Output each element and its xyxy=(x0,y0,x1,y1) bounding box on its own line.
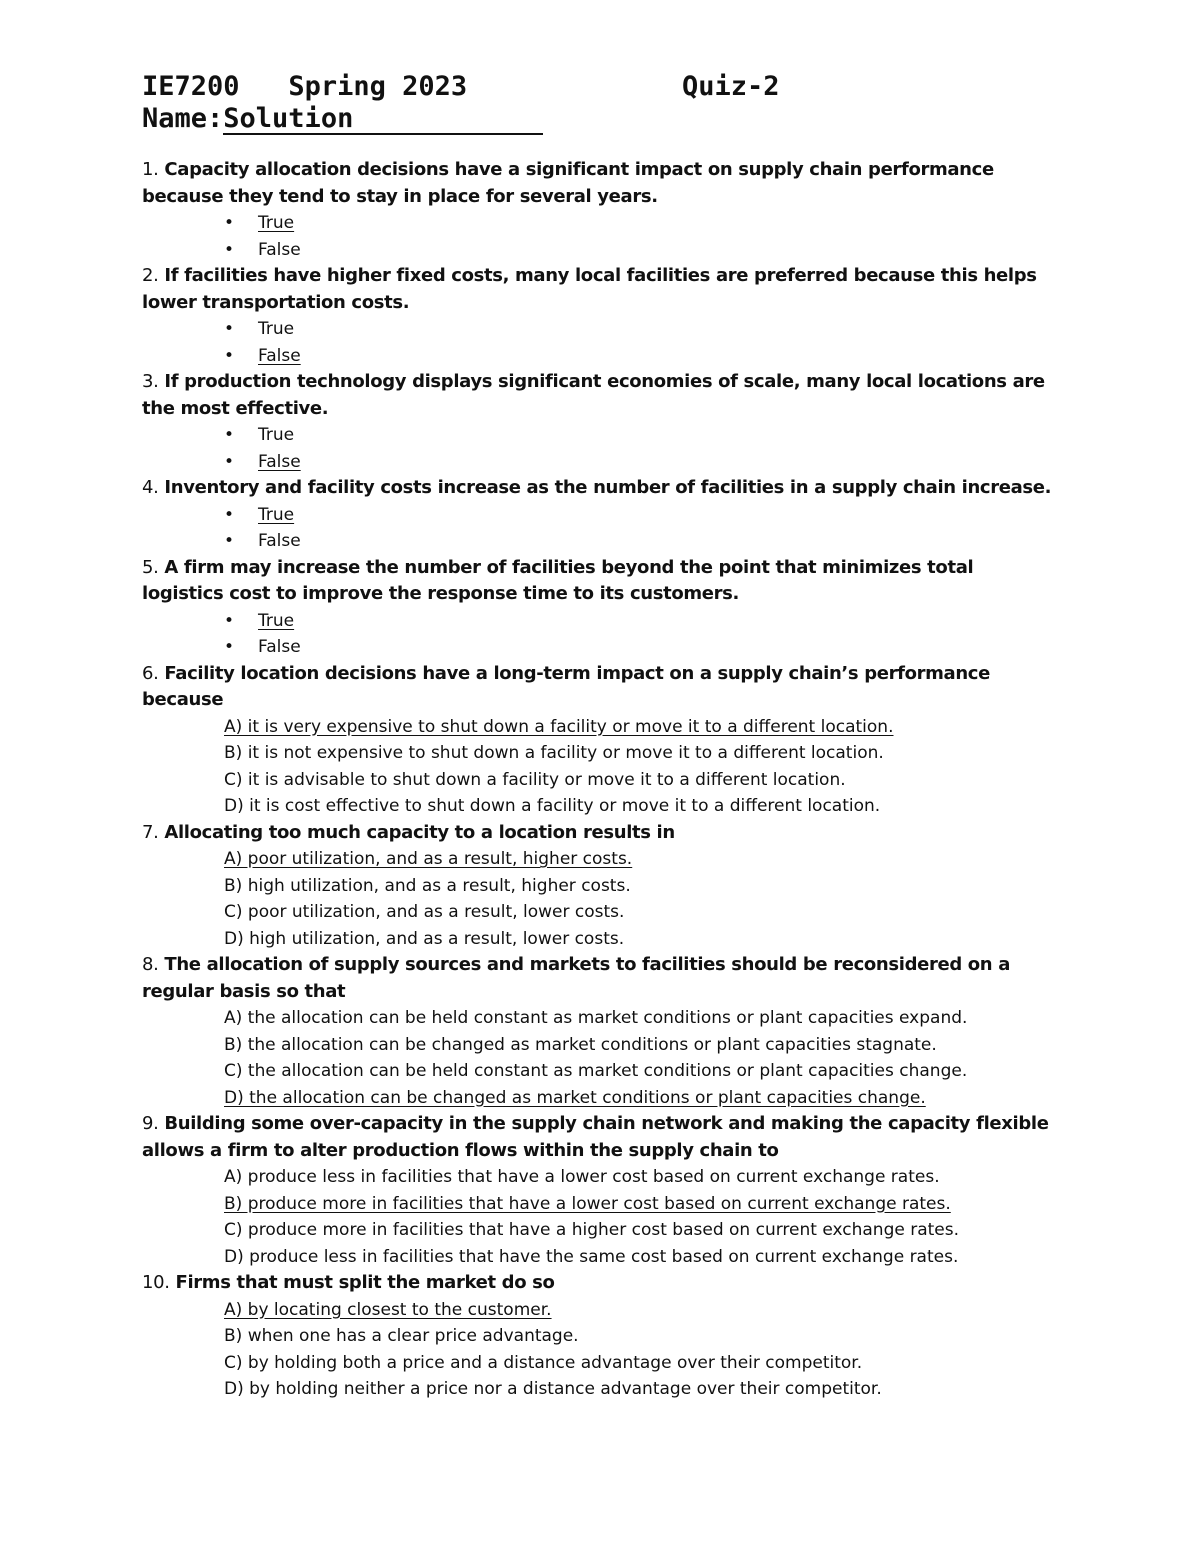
correct-answer: True xyxy=(258,610,295,631)
choice-option xyxy=(142,740,1057,767)
true-false-option xyxy=(142,210,1057,237)
quiz-title: Quiz-2 xyxy=(682,71,780,102)
correct-answer: A) poor utilization, and as a result, higher costs. xyxy=(224,849,633,869)
option-text: D) by holding neither a price nor a distance advantage over their competitor. xyxy=(224,1379,882,1399)
correct-answer: False xyxy=(258,345,301,366)
correct-answer: True xyxy=(258,504,295,525)
question-list xyxy=(142,157,1057,1403)
option-text: True xyxy=(258,319,295,339)
choice-option xyxy=(142,1297,1057,1324)
option-text: D) it is cost effective to shut down a facility or move it to a different location. xyxy=(224,796,881,816)
true-false-option xyxy=(142,422,1057,449)
question-number: 5. xyxy=(142,556,159,578)
question-text xyxy=(142,369,1057,422)
question-text xyxy=(142,263,1057,316)
bullet-icon: • xyxy=(224,451,235,472)
true-false-option xyxy=(142,502,1057,529)
choice-option xyxy=(142,1376,1057,1403)
true-false-option xyxy=(142,449,1057,476)
question-stem: Allocating too much capacity to a location results in xyxy=(164,821,675,843)
term: Spring 2023 xyxy=(288,71,468,102)
question-number: 2. xyxy=(142,265,159,286)
question-stem: A firm may increase the number of facilities beyond the point that minimizes total logistics cost to improve the response time to its customers. xyxy=(142,556,974,604)
true-false-option xyxy=(142,316,1057,343)
true-false-option xyxy=(142,634,1057,661)
question-stem: If production technology displays significant economies of scale, many local locations are the most effective. xyxy=(142,371,1045,419)
question-number: 6. xyxy=(142,662,159,684)
choice-option xyxy=(142,1058,1057,1085)
bullet-icon: • xyxy=(224,610,235,631)
option-text: C) it is advisable to shut down a facility or move it to a different location. xyxy=(224,769,846,790)
option-text: False xyxy=(258,531,301,551)
question-number: 10. xyxy=(142,1272,170,1293)
bullet-icon: • xyxy=(224,239,235,260)
choice-option xyxy=(142,793,1057,820)
name-line xyxy=(142,103,1200,135)
choice-option xyxy=(142,846,1057,873)
correct-answer: A) by locating closest to the customer. xyxy=(224,1299,552,1320)
option-text: A) produce less in facilities that have a lower cost based on current exchange rates. xyxy=(224,1167,940,1187)
correct-answer: False xyxy=(258,451,301,472)
option-text: C) produce more in facilities that have a higher cost based on current exchange rates. xyxy=(224,1220,960,1240)
option-text: D) high utilization, and as a result, lower costs. xyxy=(224,928,625,949)
question-text xyxy=(142,820,1057,847)
header-line xyxy=(142,71,1200,103)
choice-option xyxy=(142,926,1057,953)
choice-option xyxy=(142,1085,1057,1112)
question-stem: Firms that must split the market do so xyxy=(175,1272,555,1293)
question-number: 3. xyxy=(142,371,159,392)
bullet-icon: • xyxy=(224,531,235,551)
question-stem: Inventory and facility costs increase as the number of facilities in a supply chain increase. xyxy=(164,477,1052,498)
option-text: C) poor utilization, and as a result, lower costs. xyxy=(224,902,625,922)
question-text xyxy=(142,475,1057,502)
question-stem: The allocation of supply sources and markets to facilities should be reconsidered on a regular basis so that xyxy=(142,954,1010,1002)
true-false-option xyxy=(142,528,1057,555)
bullet-icon: • xyxy=(224,425,235,445)
choice-option xyxy=(142,1323,1057,1350)
name-label: Name: xyxy=(142,103,224,134)
question-text xyxy=(142,555,1057,608)
choice-option xyxy=(142,899,1057,926)
true-false-option xyxy=(142,608,1057,635)
true-false-option xyxy=(142,343,1057,370)
question-stem: If facilities have higher fixed costs, many local facilities are preferred because this helps lower transportation costs. xyxy=(142,265,1037,313)
choice-option xyxy=(142,767,1057,794)
option-text: False xyxy=(258,239,301,260)
bullet-icon: • xyxy=(224,213,235,233)
bullet-icon: • xyxy=(224,637,235,657)
question-number: 7. xyxy=(142,821,159,843)
option-text: True xyxy=(258,425,295,445)
course-code: IE7200 xyxy=(142,71,240,102)
correct-answer: A) it is very expensive to shut down a facility or move it to a different location. xyxy=(224,716,894,737)
choice-option xyxy=(142,1191,1057,1218)
correct-answer: D) the allocation can be changed as market conditions or plant capacities change. xyxy=(224,1087,926,1108)
question-stem: Capacity allocation decisions have a significant impact on supply chain performance because they tend to stay in place for several years. xyxy=(142,159,994,207)
name-value xyxy=(223,105,543,135)
option-text: B) when one has a clear price advantage. xyxy=(224,1326,579,1346)
question-text xyxy=(142,157,1057,210)
question-number: 8. xyxy=(142,954,159,975)
bullet-icon: • xyxy=(224,345,235,366)
option-text: B) high utilization, and as a result, higher costs. xyxy=(224,875,631,896)
option-text: False xyxy=(258,637,301,657)
option-text: C) the allocation can be held constant as market conditions or plant capacities change. xyxy=(224,1061,968,1081)
question-stem: Building some over-capacity in the supply chain network and making the capacity flexible allows a firm to alter production flows within the supply chain to xyxy=(142,1113,1049,1161)
question-text xyxy=(142,661,1057,714)
choice-option xyxy=(142,1032,1057,1059)
true-false-option xyxy=(142,237,1057,264)
option-text: C) by holding both a price and a distance advantage over their competitor. xyxy=(224,1352,863,1373)
question-text xyxy=(142,1270,1057,1297)
choice-option xyxy=(142,1217,1057,1244)
name-text: Solution xyxy=(223,103,354,134)
choice-option xyxy=(142,1244,1057,1271)
option-text: A) the allocation can be held constant as market conditions or plant capacities expand. xyxy=(224,1008,968,1028)
choice-option xyxy=(142,873,1057,900)
correct-answer: True xyxy=(258,213,295,233)
bullet-icon: • xyxy=(224,504,235,525)
choice-option xyxy=(142,1164,1057,1191)
question-number: 9. xyxy=(142,1113,159,1134)
option-text: B) it is not expensive to shut down a facility or move it to a different location. xyxy=(224,743,884,763)
correct-answer: B) produce more in facilities that have a lower cost based on current exchange rates. xyxy=(224,1193,951,1214)
question-number: 4. xyxy=(142,477,159,498)
question-text xyxy=(142,952,1057,1005)
choice-option xyxy=(142,714,1057,741)
bullet-icon: • xyxy=(224,319,235,339)
question-text xyxy=(142,1111,1057,1164)
option-text: D) produce less in facilities that have the same cost based on current exchange rates. xyxy=(224,1246,959,1267)
option-text: B) the allocation can be changed as market conditions or plant capacities stagnate. xyxy=(224,1034,937,1055)
question-number: 1. xyxy=(142,159,159,180)
choice-option xyxy=(142,1005,1057,1032)
choice-option xyxy=(142,1350,1057,1377)
question-stem: Facility location decisions have a long-term impact on a supply chain’s performance because xyxy=(142,662,990,710)
